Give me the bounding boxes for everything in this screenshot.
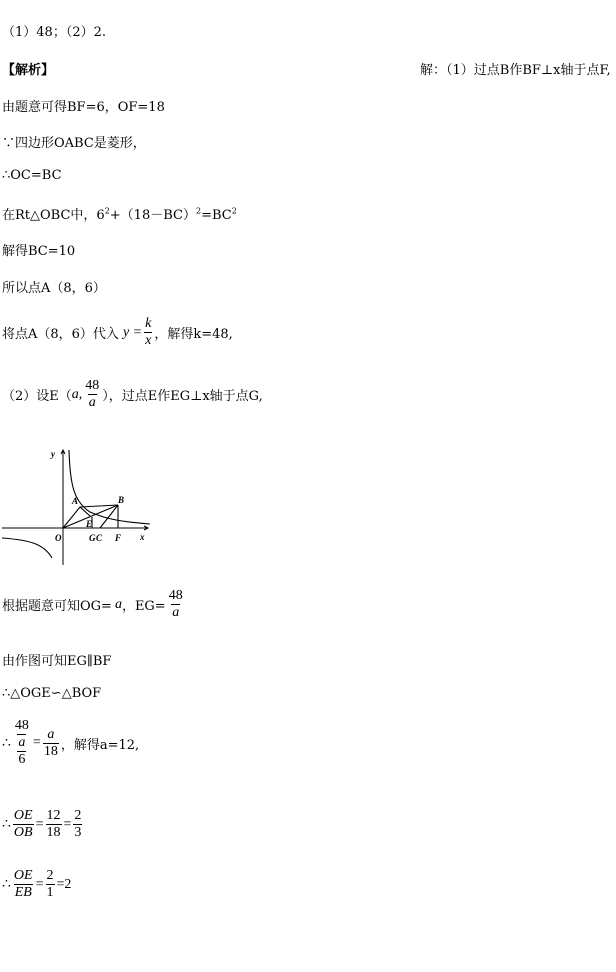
- step-oe-eb: ∴ $\frac{OE}{EB}$ = $\frac{2}{1}$ = 2: [2, 868, 72, 900]
- step-og-eg: 根据题意可知OG= a ，EG= $\frac{48}{a}$: [2, 588, 183, 620]
- complex-fraction: $\frac{\frac{48}{a}}{6}$: [14, 718, 29, 767]
- step-similar: ∴△OGE∽△BOF: [2, 686, 102, 701]
- coordinate-figure: [0, 440, 160, 570]
- step-pythagoras: 在Rt△OBC中，$6^2+(18-BC)^2=BC^2$: [2, 206, 237, 223]
- hyperbola-branch-2: [2, 538, 52, 558]
- 2-over-3-fraction: $\frac{2}{3}$: [74, 808, 82, 840]
- axes: [2, 450, 148, 565]
- a-over-18-fraction: $\frac{a}{18}$: [43, 726, 58, 759]
- step-bc-value: 解得BC=10: [2, 244, 76, 259]
- label-E: E: [86, 519, 93, 529]
- step-solve-k: 将点A（8，6）代入 y = $\frac{k}{x}$ ，解得k=48,: [2, 316, 233, 348]
- step-point-a: 所以点A（8，6）: [2, 281, 106, 296]
- answer-line: （1）48；（2）2.: [2, 25, 106, 40]
- step-bf-of: 由题意可得BF=6，OF=18: [2, 100, 165, 115]
- label-F: F: [115, 533, 122, 543]
- solution-intro: 解：（1）过点B作BF⊥x轴于点F,: [420, 63, 611, 78]
- 2-over-1-fraction: $\frac{2}{1}$: [46, 868, 54, 900]
- label-O: O: [55, 533, 62, 543]
- label-A: A: [72, 496, 79, 506]
- step-set-e: （2）设E（ a , $\frac{48}{a}$ ），过点E作EG⊥x轴于点G,: [2, 378, 263, 410]
- step-oe-ob: ∴ $\frac{OE}{OB}$ = $\frac{12}{18}$ = $\frac{2}{3}$: [2, 808, 82, 840]
- 48-over-a-fraction: $\frac{48}{a}$: [85, 378, 100, 410]
- label-x: x: [140, 532, 145, 542]
- k-over-x-fraction: $\frac{k}{x}$: [145, 316, 152, 348]
- oe-over-eb-fraction: $\frac{OE}{EB}$: [13, 868, 33, 900]
- label-G: G: [89, 533, 96, 543]
- step-oc-bc: ∴OC=BC: [2, 168, 62, 183]
- step-parallel: 由作图可知EG∥BF: [2, 654, 112, 669]
- label-C: C: [96, 533, 103, 543]
- analysis-label: 【解析】: [2, 63, 55, 78]
- segment-AB: [80, 505, 118, 507]
- label-y: y: [51, 449, 55, 459]
- 48-over-a-fraction-2: $\frac{48}{a}$: [168, 588, 183, 620]
- step-rhombus: ∵四边形OABC是菱形，: [2, 136, 146, 151]
- label-B: B: [118, 495, 125, 505]
- hyperbola-branch-1: [69, 450, 150, 524]
- step-solve-a: ∴ $\frac{\frac{48}{a}}{6}$ = $\frac{a}{18}$ ，解得a=12,: [2, 718, 140, 767]
- oe-over-ob-fraction: $\frac{OE}{OB}$: [13, 808, 33, 840]
- 12-over-18-fraction: $\frac{12}{18}$: [46, 808, 61, 840]
